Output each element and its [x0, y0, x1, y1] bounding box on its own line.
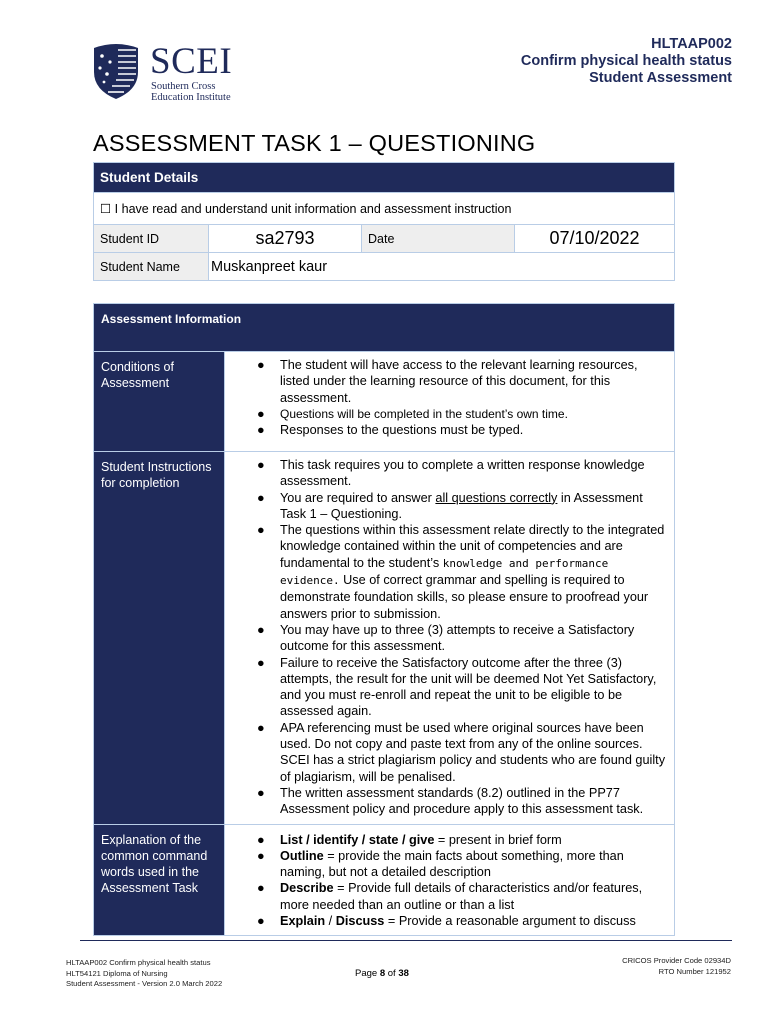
list-item: ● The student will have access to the relevant learning resources, listed under the learning resource of this document, for this assessment. [257, 358, 638, 405]
underlined-text: all questions correctly [435, 490, 558, 505]
bullet-dot-icon: ● [257, 655, 265, 670]
conditions-list [230, 357, 666, 438]
list-item: ● Describe = Provide full details of characteristics and/or features, more needed than an outline or than a list [257, 881, 643, 912]
list-item: ● Questions will be completed in the student’s own time. [257, 406, 568, 421]
scei-shield-logo-icon [92, 42, 140, 100]
page-title: ASSESSMENT TASK 1 – QUESTIONING [93, 130, 536, 156]
unit-code: HLTAAP002 [651, 36, 732, 52]
bullet-dot-icon: ● [257, 914, 265, 929]
list-item: ● APA referencing must be used where original sources have been used. Do not copy and paste text from any of the online sources. SCEI has a strict plagiarism policy and students who are found guilty of plagiarism, will be penalised. [257, 720, 666, 784]
scei-logo [92, 42, 262, 102]
logo-subtitle-line1: Southern Cross [151, 81, 216, 92]
bullet-dot-icon: ● [257, 490, 265, 505]
student-details-table [93, 162, 675, 281]
date-label: Date [362, 225, 515, 253]
explanation-label: Explanation of the common command words used in the Assessment Task [94, 824, 225, 936]
footer-course: HLT54121 Diploma of Nursing [66, 968, 168, 978]
student-name-field[interactable]: Muskanpreet kaur [209, 253, 675, 281]
list-item: ● Explain / Discuss = Provide a reasonable argument to discuss [257, 914, 636, 929]
student-id-label: Student ID [94, 225, 209, 253]
current-page: 8 [379, 968, 386, 979]
list-item: ● This task requires you to complete a written response knowledge assessment. [257, 458, 645, 489]
list-item: ● The written assessment standards (8.2) outlined in the PP77 Assessment policy and procedure apply to this assessment task. [257, 785, 644, 817]
student-details-heading: Student Details [94, 163, 675, 193]
list-item: ● The questions within this assessment relate directly to the integrated knowledge contained within the unit of competencies and are fundamental to the student’s knowledge and performance evidence. Use of correct grammar and spelling is required to demonstrate foundation skills, so please ensure to proofread your answers prior to submission. [257, 523, 665, 621]
rto-number: RTO Number 121952 [658, 966, 731, 976]
instructions-list [230, 457, 666, 818]
footer-left [66, 958, 222, 990]
instructions-row [94, 452, 675, 825]
bullet-dot-icon: ● [257, 423, 265, 438]
logo-subtitle [151, 82, 271, 103]
explanation-row [94, 824, 675, 936]
list-item: ● List / identify / state / give = present in brief form [257, 832, 562, 847]
conditions-label: Conditions of Assessment [94, 352, 225, 452]
conditions-row [94, 352, 675, 452]
bullet-dot-icon: ● [257, 458, 265, 472]
date-field[interactable]: 07/10/2022 [515, 225, 675, 253]
page-number: Page 8 of 38 [355, 968, 409, 979]
bullet-dot-icon: ● [257, 720, 265, 735]
assessment-information-table [93, 303, 675, 936]
footer-version: Student Assessment - Version 2.0 March 2022 [66, 979, 223, 988]
unit-name: Confirm physical health status [520, 53, 732, 69]
student-id-field[interactable]: sa2793 [209, 225, 362, 253]
footer-right [622, 956, 731, 977]
bullet-dot-icon: ● [257, 832, 265, 847]
bullet-dot-icon: ● [257, 358, 265, 372]
list-item: ● Outline = provide the main facts about something, more than naming, but not a detailed description [257, 848, 624, 880]
bullet-dot-icon: ● [257, 622, 265, 637]
bullet-dot-icon: ● [257, 785, 265, 800]
bullet-dot-icon: ● [257, 523, 265, 538]
bullet-dot-icon: ● [257, 406, 265, 421]
bullet-dot-icon: ● [257, 881, 265, 896]
bullet-dot-icon: ● [257, 848, 265, 863]
assessment-information-heading: Assessment Information [94, 304, 675, 352]
total-pages: 38 [398, 968, 409, 979]
declaration-checkbox[interactable]: ☐ I have read and understand unit information and assessment instruction [94, 193, 675, 225]
cricos-code: CRICOS Provider Code 02934D [622, 956, 731, 965]
list-item: ● Failure to receive the Satisfactory outcome after the three (3) attempts, the result for the unit will be deemed Not Yet Satisfactory, and you must re-enroll and repeat the unit to be eligible to be assessed again. [257, 655, 657, 719]
document-header [521, 36, 732, 87]
list-item: ● Responses to the questions must be typed. [257, 423, 524, 438]
document-type: Student Assessment [589, 70, 732, 86]
logo-wordmark: SCEI [150, 41, 233, 82]
list-item: ● You may have up to three (3) attempts to receive a Satisfactory outcome for this assessment. [257, 622, 635, 654]
logo-subtitle-line2: Education Institute [151, 91, 231, 103]
list-item: ● You are required to answer all questions correctly in Assessment Task 1 – Questioning. [257, 490, 643, 521]
instructions-label: Student Instructions for completion [94, 452, 225, 825]
footer-unit: HLTAAP002 Confirm physical health status [66, 958, 211, 967]
footer-divider [80, 940, 732, 941]
student-name-label: Student Name [94, 253, 209, 281]
command-words-list [230, 832, 666, 930]
